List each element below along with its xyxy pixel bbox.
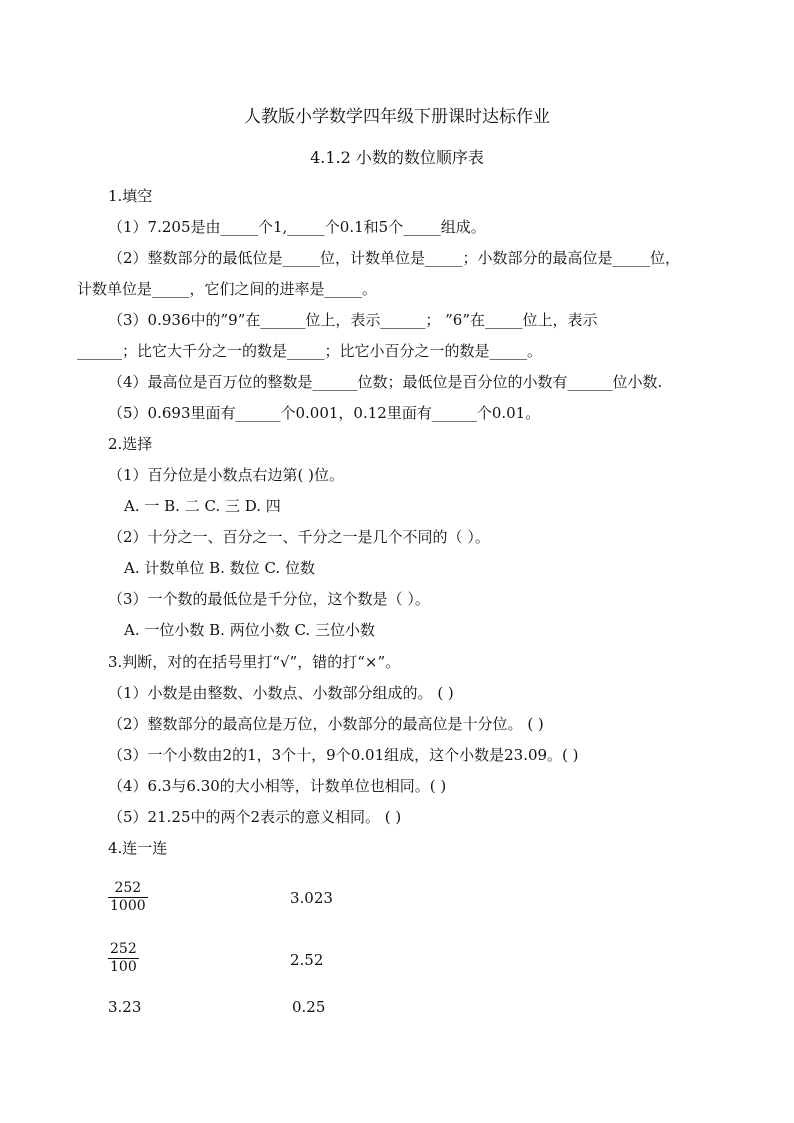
section-3-heading: 3.判断，对的在括号里打“√”，错的打“×”。 — [108, 653, 401, 671]
choice-options-1: A. 一 B. 二 C. 三 D. 四 — [124, 497, 281, 515]
choice-options-2: A. 计数单位 B. 数位 C. 位数 — [124, 559, 315, 577]
judge-question-5: （5）21.25中的两个2表示的意义相同。 ( ) — [108, 808, 402, 826]
choice-question-2: （2）十分之一、百分之一、千分之一是几个不同的（ ）。 — [108, 528, 490, 546]
choice-question-3: （3）一个数的最低位是千分位，这个数是（ ）。 — [108, 590, 430, 608]
match-right-item-1: 3.023 — [290, 889, 333, 907]
fill-question-4: （4）最高位是百万位的整数是______位数；最低位是百分位的小数有______位小数. — [108, 373, 663, 391]
fraction-numerator: 252 — [114, 880, 142, 896]
fraction-252-over-1000 — [108, 880, 148, 915]
fraction-252-over-100 — [108, 941, 139, 976]
match-right-item-2: 2.52 — [290, 951, 324, 969]
section-4-heading: 4.连一连 — [108, 839, 168, 857]
fraction-denominator: 1000 — [110, 898, 146, 914]
fill-question-2-continued: 计数单位是_____，它们之间的进率是_____。 — [77, 280, 378, 298]
judge-question-1: （1）小数是由整数、小数点、小数部分组成的。 ( ) — [108, 684, 454, 702]
fill-question-5: （5）0.693里面有______个0.001，0.12里面有______个0.01。 — [108, 404, 541, 422]
judge-question-3: （3）一个小数由2的1，3个十，9个0.01组成，这个小数是23.09。( ) — [108, 746, 579, 764]
fill-question-3-continued: ______；比它大千分之一的数是_____；比它小百分之一的数是_____。 — [77, 342, 543, 360]
fill-question-3: （3）0.936中的”9”在______位上，表示______； ”6”在_____位上，表示 — [108, 311, 598, 329]
page-title: 人教版小学数学四年级下册课时达标作业 — [244, 107, 550, 127]
page-subtitle: 4.1.2 小数的数位顺序表 — [310, 148, 484, 167]
judge-question-4: （4）6.3与6.30的大小相等，计数单位也相同。( ) — [108, 777, 447, 795]
section-2-heading: 2.选择 — [108, 435, 153, 453]
section-1-heading: 1.填空 — [108, 187, 153, 205]
fill-question-1: （1）7.205是由_____个1,_____个0.1和5个_____组成。 — [108, 218, 486, 236]
judge-question-2: （2）整数部分的最高位是万位，小数部分的最高位是十分位。 ( ) — [108, 715, 544, 733]
choice-question-1: （1）百分位是小数点右边第( )位。 — [108, 466, 345, 484]
match-left-item-3: 3.23 — [108, 998, 142, 1016]
choice-options-3: A. 一位小数 B. 两位小数 C. 三位小数 — [124, 621, 375, 639]
fraction-numerator: 252 — [110, 941, 137, 957]
fraction-denominator: 100 — [110, 959, 137, 975]
fill-question-2: （2）整数部分的最低位是_____位，计数单位是_____；小数部分的最高位是_____位， — [108, 249, 681, 267]
match-right-item-3: 0.25 — [292, 998, 326, 1016]
